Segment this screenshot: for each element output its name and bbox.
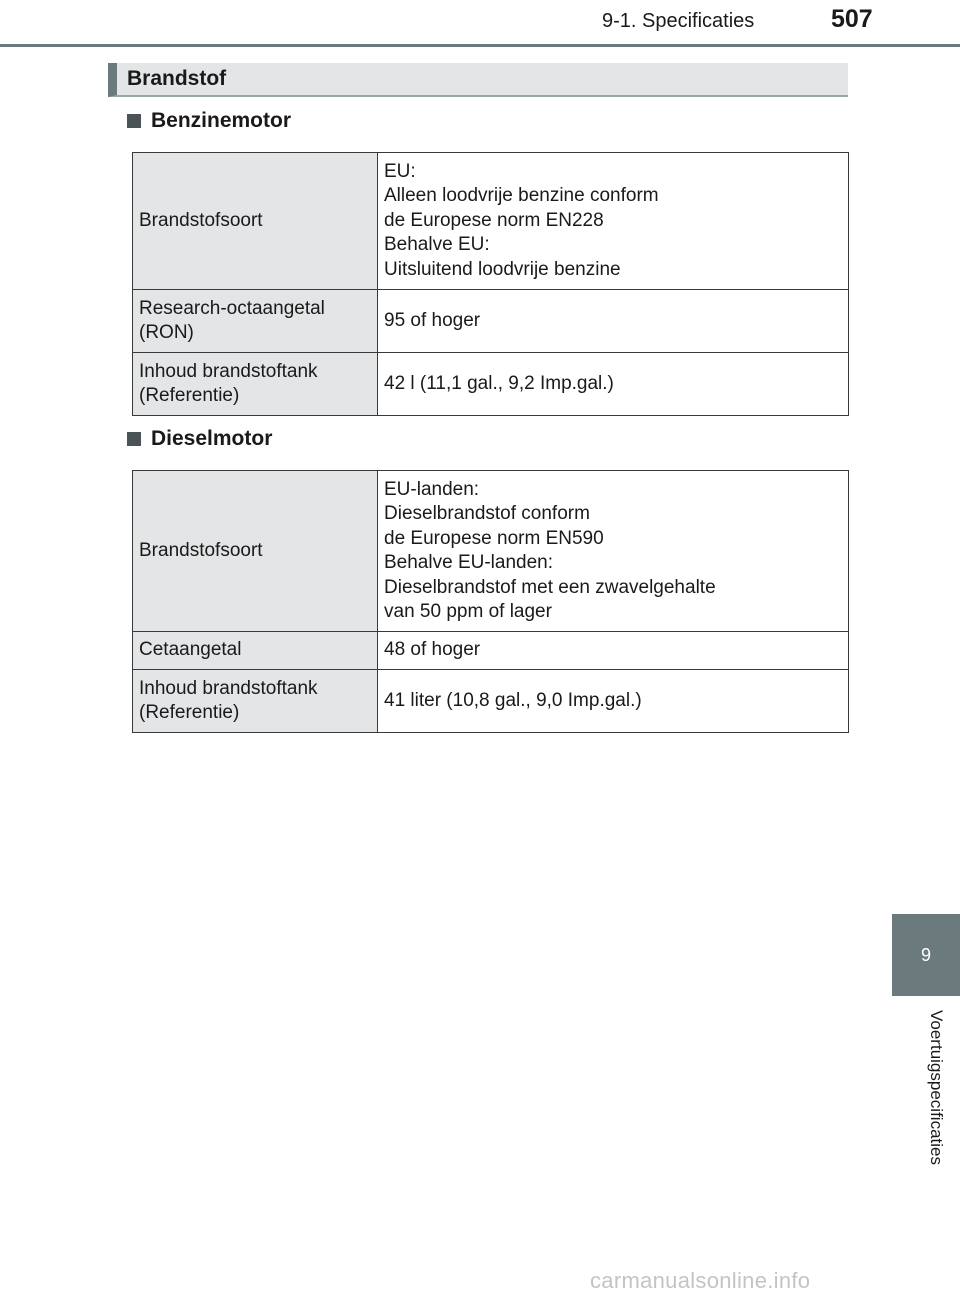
chapter-number: 9 <box>920 944 931 965</box>
diesel-heading-text: Dieselmotor <box>151 427 273 450</box>
petrol-heading <box>127 109 291 133</box>
row-label: Brandstofsoort <box>133 471 378 632</box>
diesel-spec-table <box>132 470 849 733</box>
row-label: Cetaangetal <box>133 632 378 670</box>
table-row <box>133 290 849 353</box>
table-row <box>133 153 849 290</box>
row-label: Brandstofsoort <box>133 153 378 290</box>
row-value: EU-landen: Dieselbrandstof conform de Europese norm EN590 Behalve EU-landen: Dieselbrandstof met een zwavelgehalte van 50 ppm of lager <box>378 471 849 632</box>
row-label: Inhoud brandstoftank (Referentie) <box>133 670 378 733</box>
square-bullet-icon <box>127 114 141 128</box>
page-number: 507 <box>831 5 873 33</box>
row-value: 42 l (11,1 gal., 9,2 Imp.gal.) <box>378 353 849 416</box>
table-row <box>133 353 849 416</box>
section-title-bar <box>108 63 848 97</box>
row-value: 48 of hoger <box>378 632 849 670</box>
row-value: 41 liter (10,8 gal., 9,0 Imp.gal.) <box>378 670 849 733</box>
row-value: 95 of hoger <box>378 290 849 353</box>
row-label: Inhoud brandstoftank (Referentie) <box>133 353 378 416</box>
petrol-spec-table <box>132 152 849 416</box>
chapter-tab[interactable] <box>892 914 960 996</box>
diesel-heading <box>127 427 272 451</box>
row-value: EU: Alleen loodvrije benzine conform de Europese norm EN228 Behalve EU: Uitsluitend loodvrije benzine <box>378 153 849 290</box>
chapter-label: Voertuigspecificaties <box>927 1010 946 1165</box>
header-divider <box>0 44 960 47</box>
petrol-heading-text: Benzinemotor <box>151 109 292 132</box>
table-row <box>133 471 849 632</box>
table-row <box>133 670 849 733</box>
row-label: Research-octaangetal (RON) <box>133 290 378 353</box>
table-row <box>133 632 849 670</box>
header-section-title: 9-1. Specificaties <box>602 10 755 32</box>
section-title: Brandstof <box>127 67 227 90</box>
watermark: carmanualsonline.info <box>590 1268 811 1293</box>
square-bullet-icon <box>127 432 141 446</box>
